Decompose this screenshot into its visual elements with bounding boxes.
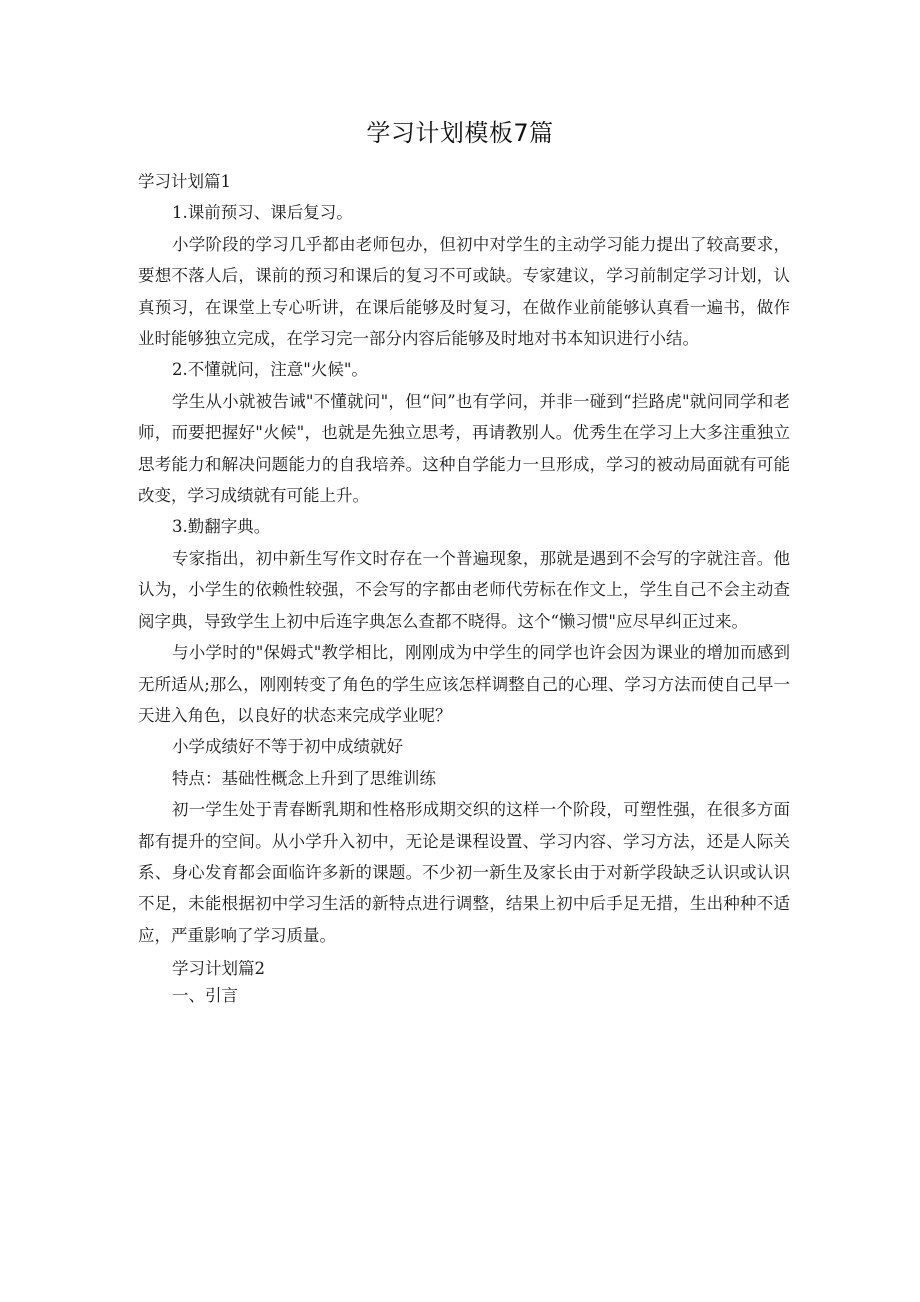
subheading: 小学成绩好不等于初中成绩就好 <box>172 737 403 757</box>
paragraph: 与小学时的"保姆式"教学相比，刚刚成为中学生的同学也许会因为课业的增加而感到无所适从;那么，刚刚转变了角色的学生应该怎样调整自己的心理、学习方法而使自己早一天进入角色，以良好的状态来完成学业呢？ <box>138 643 790 725</box>
subheading: 特点：基础性概念上升到了思维训练 <box>172 768 436 788</box>
section-heading-1: 学习计划篇1 <box>138 172 231 191</box>
document-title: 学习计划模板7篇 <box>366 119 554 147</box>
paragraph: 专家指出，初中新生写作文时存在一个普遍现象，那就是遇到不会写的字就注音。他认为，小学生的依赖性较强，不会写的字都由老师代劳标在作文上，学生自己不会主动查阅字典，导致学生上初中后连字典怎么查都不晓得。这个“懒习惯"应尽早纠正过来。 <box>138 548 790 631</box>
point-heading-1: 1.课前预习、课后复习。 <box>172 203 353 223</box>
section-subheading: 一、引言 <box>172 986 238 1006</box>
document-body <box>138 166 790 1009</box>
section-heading-2: 学习计划篇2 <box>172 959 265 979</box>
point-heading-2: 2.不懂就问，注意"火候"。 <box>172 360 368 380</box>
paragraph: 初一学生处于青春断乳期和性格形成期交织的这样一个阶段，可塑性强，在很多方面都有提升的空间。从小学升入初中，无论是课程设置、学习内容、学习方法，还是人际关系、身心发育都会面临许多新的课题。不少初一新生及家长由于对新学段缺乏认识或认识不足，未能根据初中学习生活的新特点进行调整，结果上初中后手足无措，生出种种不适应，严重影响了学习质量。 <box>138 800 790 945</box>
paragraph: 小学阶段的学习几乎都由老师包办，但初中对学生的主动学习能力提出了较高要求，要想不落人后，课前的预习和课后的复习不可或缺。专家建议，学习前制定学习计划，认真预习，在课堂上专心听讲，在课后能够及时复习，在做作业前能够认真看一遍书，做作业时能够独立完成，在学习完一部分内容后能够及时地对书本知识进行小结。 <box>138 234 790 349</box>
point-heading-3: 3.勤翻字典。 <box>172 517 271 537</box>
paragraph: 学生从小就被告诫"不懂就问"，但“问”也有学问，并非一碰到“拦路虎"就问同学和老师，而要把握好"火候"，也就是先独立思考，再请教别人。优秀生在学习上大多注重独立思考能力和解决问题能力的自我培养。这种自学能力一旦形成，学习的被动局面就有可能改变，学习成绩就有可能上升。 <box>138 391 790 506</box>
